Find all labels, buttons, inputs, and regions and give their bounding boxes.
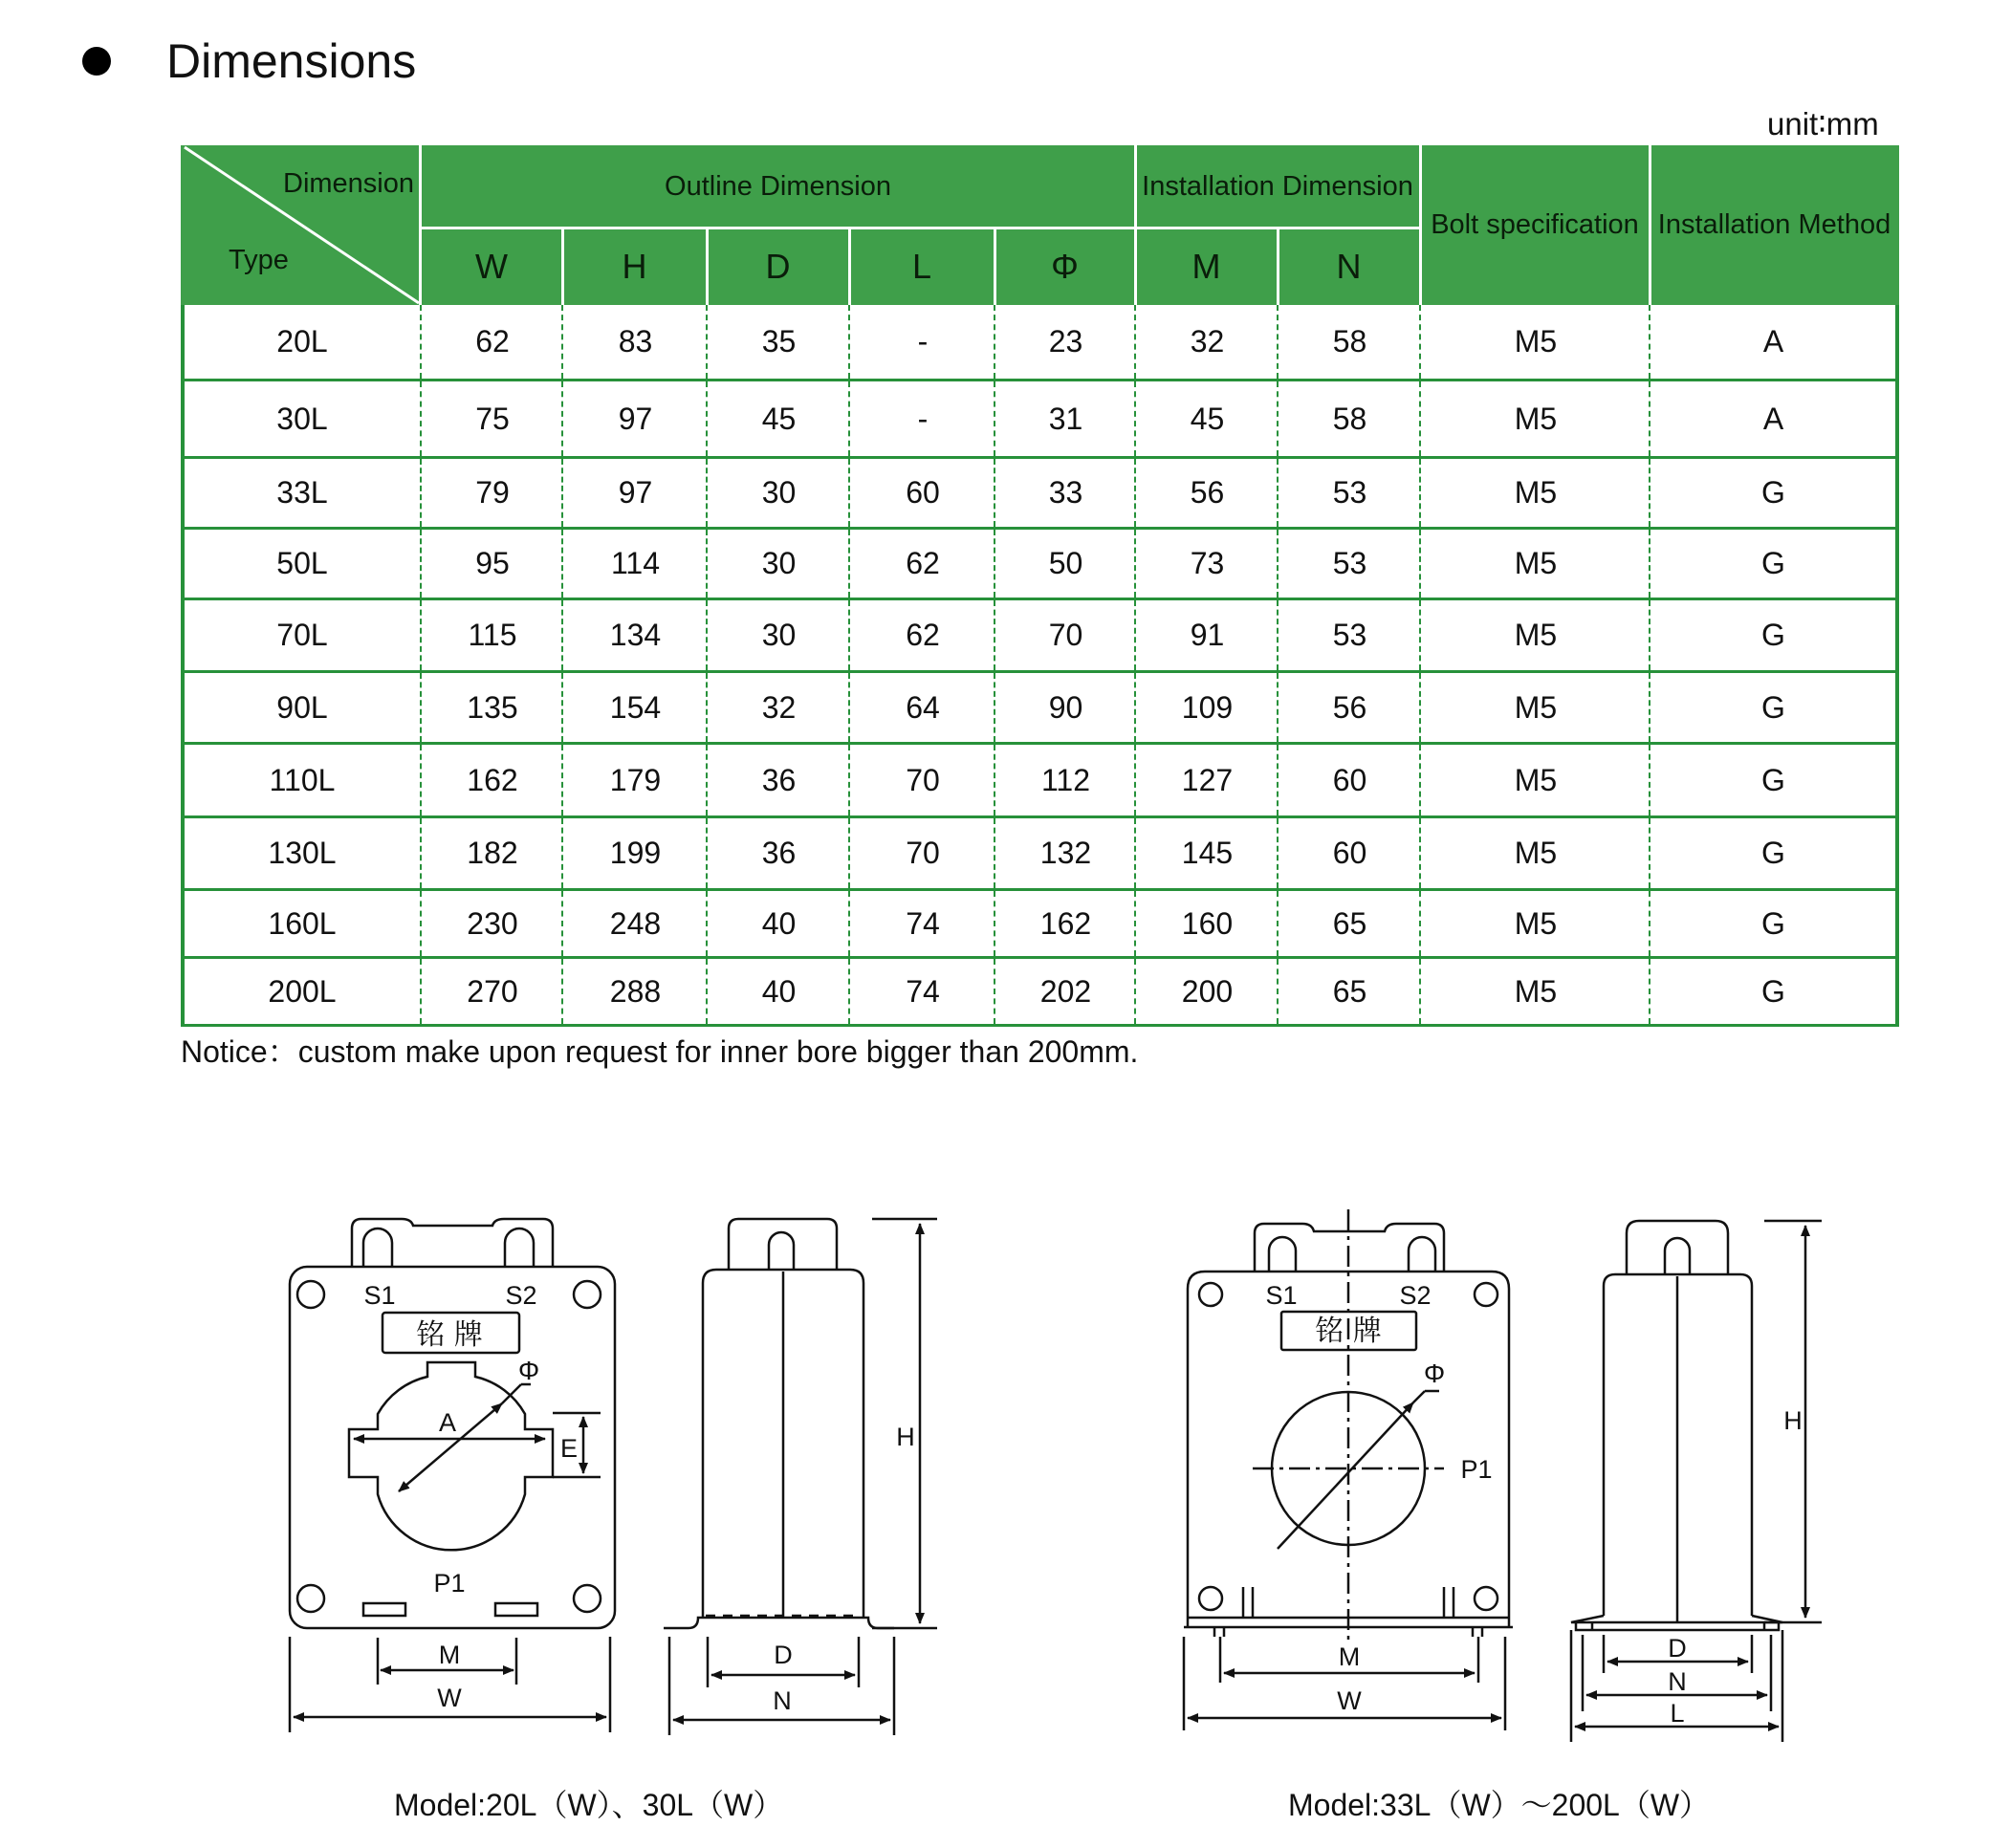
header-m: M [1191,246,1221,286]
d1-w-label: W [437,1684,462,1712]
table-cell: 35 [706,305,850,379]
d1-a-label: A [438,1408,457,1437]
d1-m-label: M [438,1641,461,1669]
table-cell: 40 [706,891,850,956]
header-installation-method: Installation Method [1657,209,1891,240]
table-cell: 60 [1277,818,1421,888]
model-caption-1: Model:20L（W）、30L（W） [394,1788,784,1822]
header-w: W [475,246,508,286]
row-type-cell: 20L [276,324,328,359]
table-cell: 45 [1134,381,1279,456]
table-cell: 202 [994,959,1136,1024]
table-cell: 127 [1134,745,1279,815]
header-h: H [622,246,647,286]
table-cell: 83 [561,305,708,379]
d2-p1-label: P1 [1460,1455,1493,1484]
table-cell: 33 [994,459,1136,527]
table-cell: 65 [1277,959,1421,1024]
table-cell: 162 [420,745,563,815]
drawing2-side-view [1571,1221,1822,1742]
table-cell: 179 [561,745,708,815]
table-cell: 91 [1134,600,1279,670]
table-cell: 97 [561,381,708,456]
table-cell: 134 [561,600,708,670]
table-cell: 70 [848,818,995,888]
table-cell: 230 [420,891,563,956]
table-cell: A [1649,305,1896,379]
table-cell: 31 [994,381,1136,456]
d1-e-label: E [559,1434,579,1463]
table-cell: 40 [706,959,850,1024]
table-cell: 65 [1277,891,1421,956]
table-cell: 90 [994,673,1136,742]
table-cell: 30 [706,459,850,527]
table-cell: 60 [1277,745,1421,815]
corner-dimension-label: Dimension [283,167,414,199]
table-cell: 56 [1277,673,1421,742]
table-cell: 145 [1134,818,1279,888]
table-cell: 135 [420,673,563,742]
table-cell: 62 [848,600,995,670]
table-cell: 23 [994,305,1136,379]
header-n: N [1336,246,1362,286]
table-cell: M5 [1419,673,1650,742]
table-cell: 70 [994,600,1136,670]
table-cell: M5 [1419,381,1650,456]
table-cell: 74 [848,959,995,1024]
header-outline-dimension: Outline Dimension [665,170,891,202]
table-cell: M5 [1419,818,1650,888]
d2-m-label: M [1338,1642,1361,1671]
table-cell: 30 [706,530,850,598]
table-cell: 115 [420,600,563,670]
d2-n-label: N [1668,1667,1687,1696]
table-cell: 62 [848,530,995,598]
table-cell: M5 [1419,959,1650,1024]
table-cell: M5 [1419,305,1650,379]
header-bolt-specification: Bolt specification [1431,209,1639,240]
d1-phi-label: Φ [517,1356,540,1385]
table-cell: M5 [1419,459,1650,527]
row-type-cell: 110L [269,762,336,797]
table-cell: G [1649,459,1896,527]
table-cell: 32 [706,673,850,742]
table-cell: 109 [1134,673,1279,742]
table-cell: G [1649,891,1896,956]
table-cell: 30 [706,600,850,670]
table-cell: G [1649,530,1896,598]
table-cell: - [848,305,995,379]
d2-w-label: W [1337,1686,1362,1715]
table-cell: 36 [706,818,850,888]
model-caption-2: Model:33L（W）～200L（W） [1288,1788,1711,1822]
d1-n-label: N [773,1686,792,1715]
page-title: Dimensions [166,34,417,88]
d1-s2-label: S2 [505,1281,537,1310]
row-type-cell: 70L [276,618,328,652]
table-cell: 199 [561,818,708,888]
table-cell: 200 [1134,959,1279,1024]
row-type-cell: 90L [276,689,328,725]
row-type-cell: 33L [276,475,328,510]
d2-s2-label: S2 [1399,1281,1432,1310]
table-cell: A [1649,381,1896,456]
table-cell: M5 [1419,600,1650,670]
table-cell: 70 [848,745,995,815]
d2-d-label: D [1668,1634,1687,1663]
table-cell: 114 [561,530,708,598]
table-cell: 182 [420,818,563,888]
table-cell: 288 [561,959,708,1024]
table-cell: 53 [1277,459,1421,527]
table-cell: 56 [1134,459,1279,527]
table-cell: 64 [848,673,995,742]
row-type-cell: 200L [268,973,337,1009]
header-l: L [911,246,932,286]
table-cell: 162 [994,891,1136,956]
table-cell: 79 [420,459,563,527]
header-d: D [765,246,791,286]
d2-l-label: L [1670,1699,1685,1728]
table-cell: 73 [1134,530,1279,598]
d2-s1-label: S1 [1265,1281,1298,1310]
table-cell: 270 [420,959,563,1024]
drawing1-side-view [664,1219,937,1735]
table-cell: 60 [848,459,995,527]
d1-h-label: H [896,1423,915,1451]
row-type-cell: 160L [268,905,337,941]
row-type-cell: 130L [268,836,337,870]
d1-s1-label: S1 [363,1281,396,1310]
header-phi: Φ [1051,246,1079,286]
table-cell: G [1649,959,1896,1024]
table-cell: M5 [1419,745,1650,815]
table-cell: 32 [1134,305,1279,379]
header-installation-dimension: Installation Dimension [1142,170,1413,202]
table-cell: 74 [848,891,995,956]
table-cell: 112 [994,745,1136,815]
table-cell: 58 [1277,381,1421,456]
d1-d-label: D [774,1641,793,1669]
table-cell: 95 [420,530,563,598]
table-cell: G [1649,745,1896,815]
table-cell: G [1649,673,1896,742]
table-cell: 160 [1134,891,1279,956]
table-cell: - [848,381,995,456]
row-type-cell: 50L [276,546,328,580]
row-type-cell: 30L [276,401,328,436]
d1-p1-label: P1 [433,1569,466,1598]
table-cell: M5 [1419,891,1650,956]
table-cell: 53 [1277,600,1421,670]
table-cell: M5 [1419,530,1650,598]
notice-text: Notice：custom make upon request for inner bore bigger than 200mm. [181,1034,1139,1069]
d2-nameplate-label: 铭 牌 [1315,1315,1382,1348]
table-cell: 75 [420,381,563,456]
table-cell: 45 [706,381,850,456]
corner-type-label: Type [229,244,289,275]
table-cell: G [1649,600,1896,670]
table-cell: 36 [706,745,850,815]
table-cell: 50 [994,530,1136,598]
table-cell: G [1649,818,1896,888]
d2-phi-label: Φ [1423,1359,1446,1388]
d2-h-label: H [1783,1406,1803,1435]
d1-nameplate-label: 铭 牌 [416,1318,483,1352]
table-cell: 248 [561,891,708,956]
table-cell: 132 [994,818,1136,888]
table-cell: 97 [561,459,708,527]
table-cell: 154 [561,673,708,742]
unit-label: unit∶mm [1767,106,1879,141]
table-cell: 53 [1277,530,1421,598]
table-cell: 58 [1277,305,1421,379]
table-cell: 62 [420,305,563,379]
